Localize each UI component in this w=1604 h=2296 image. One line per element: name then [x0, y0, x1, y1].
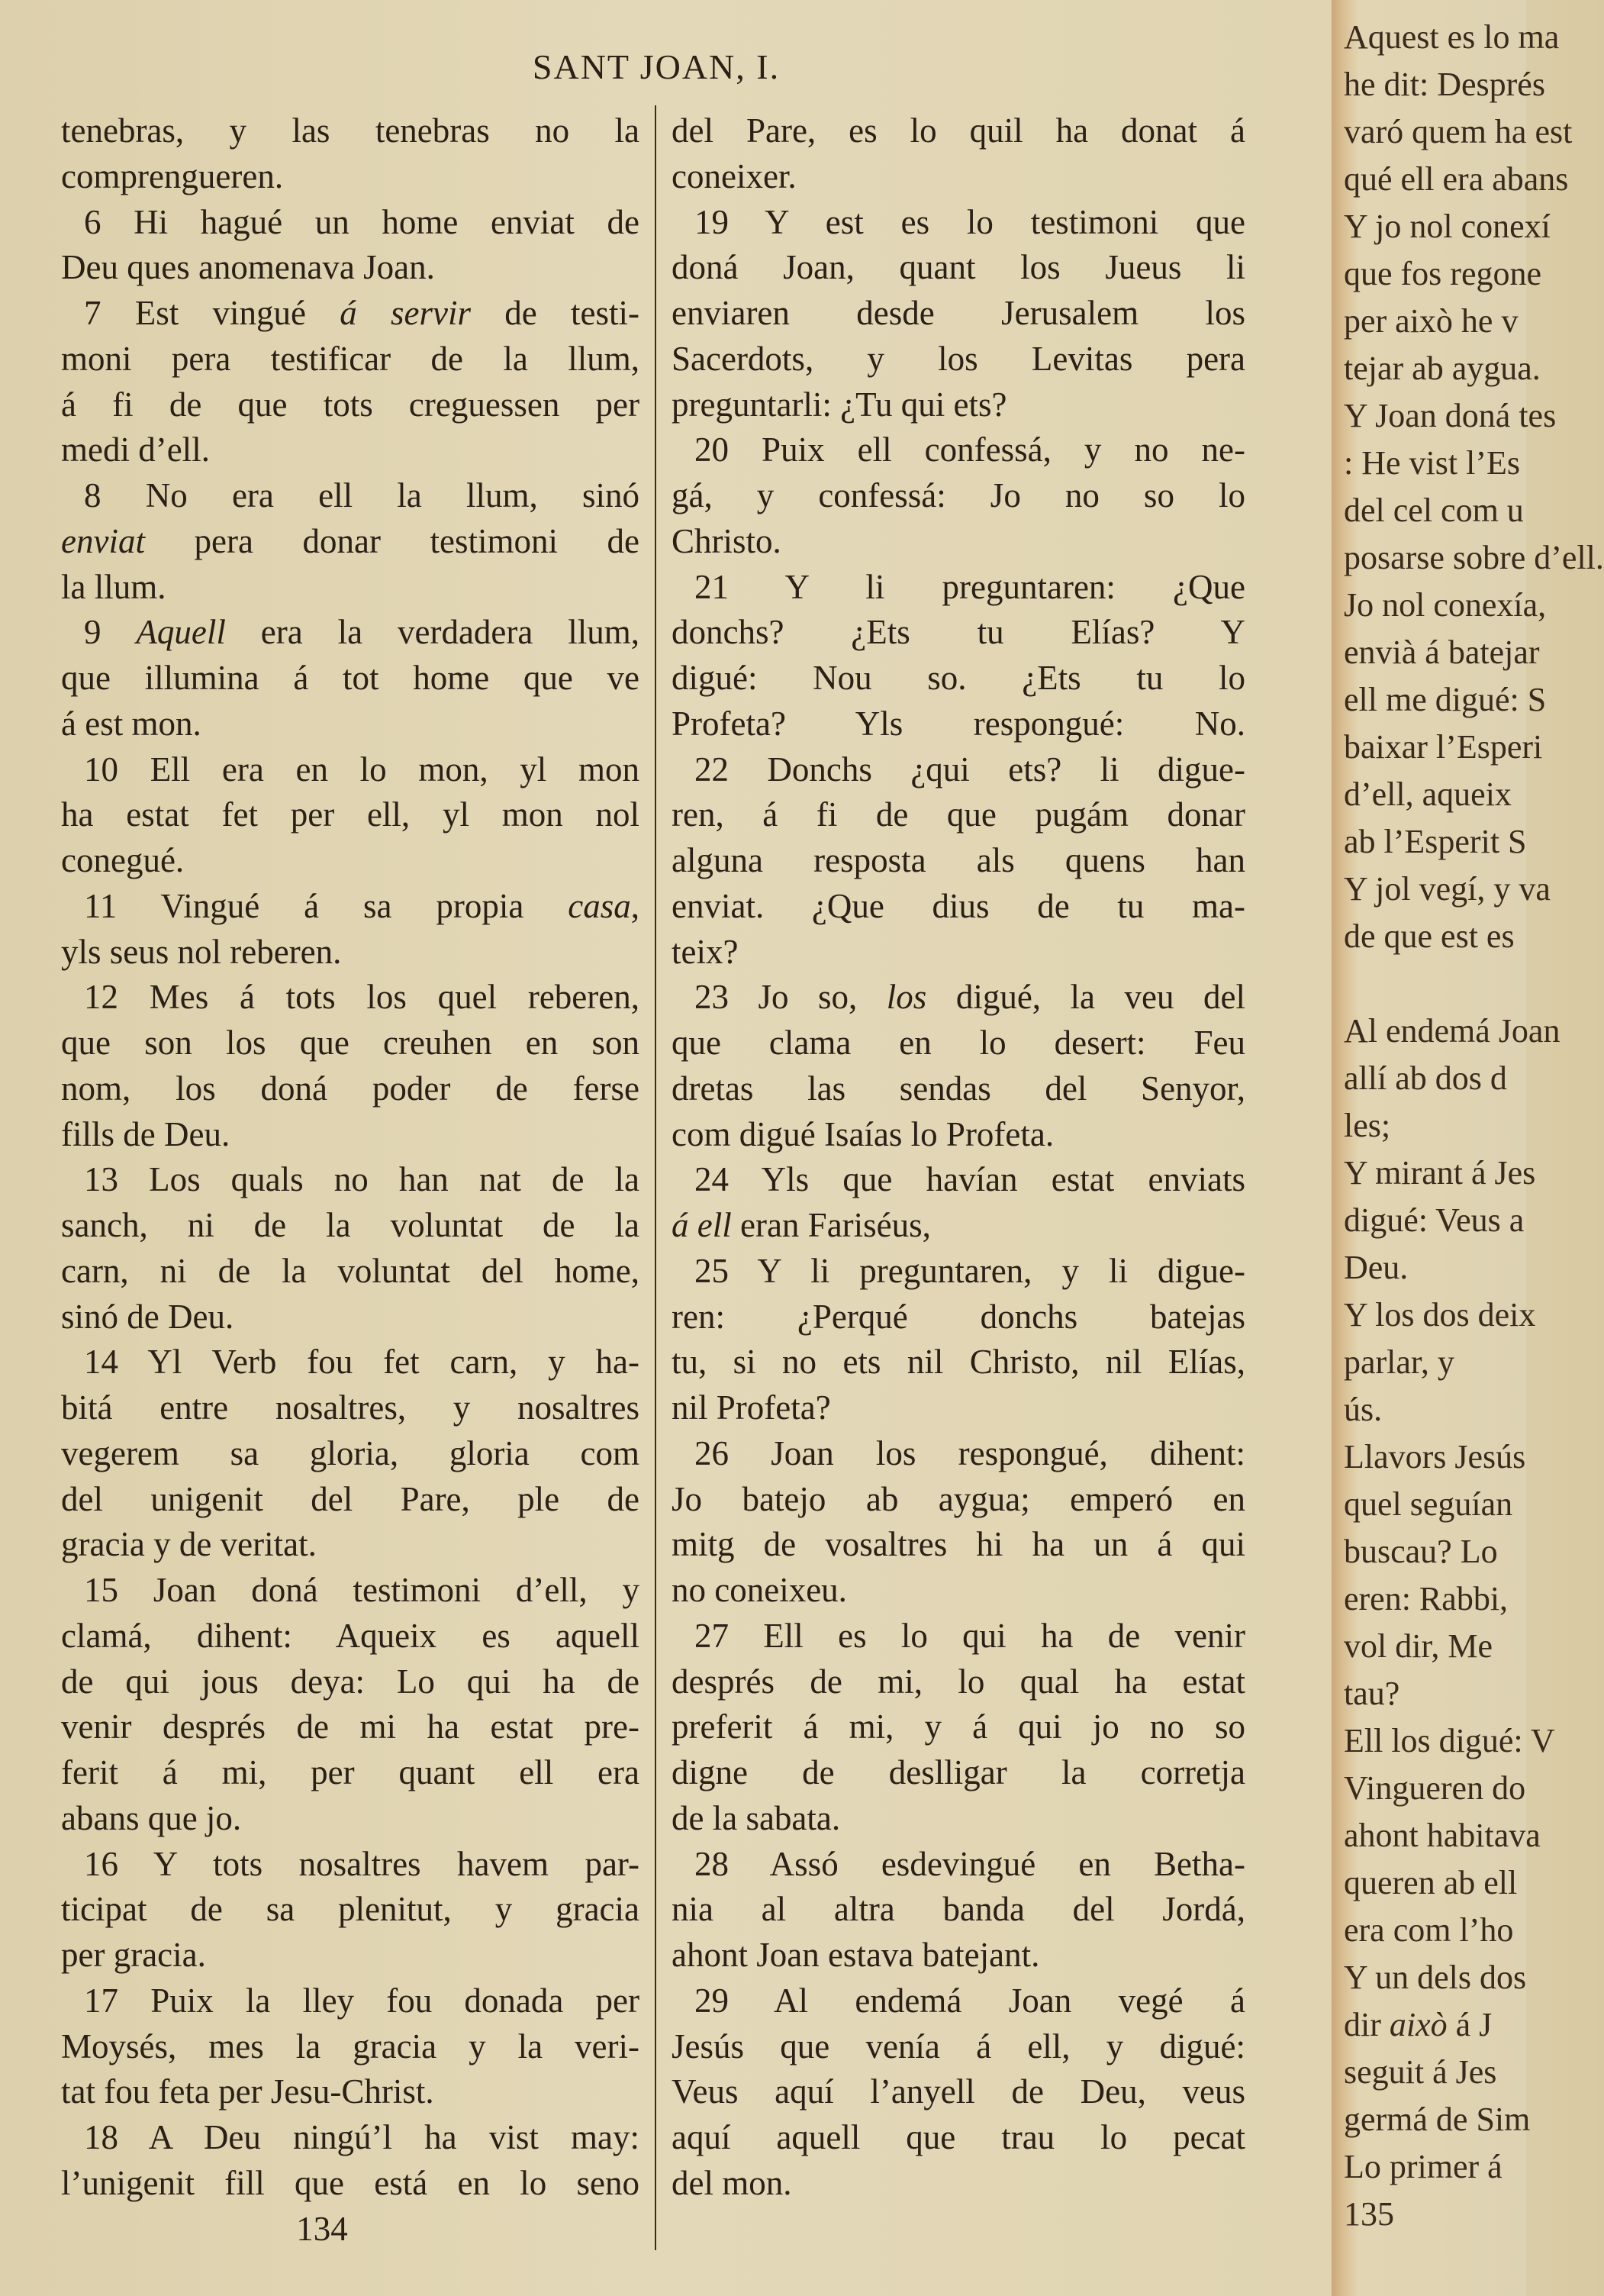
facing-text-line [1344, 1292, 1604, 1339]
facing-text-line [1344, 14, 1604, 61]
text-line [61, 337, 639, 382]
text-line [672, 2161, 1245, 2207]
text-line [61, 1021, 639, 1066]
text-line [672, 337, 1245, 382]
facing-text-line [1344, 913, 1604, 960]
text-segment: conegué. [61, 841, 185, 879]
text-segment: posarse sobre d’ell. [1344, 539, 1604, 576]
verse-start-line [672, 200, 1245, 246]
text-segment: Aquest es lo ma [1344, 18, 1560, 56]
text-segment: parlar, y [1344, 1343, 1454, 1381]
text-segment: queren ab ell [1344, 1864, 1518, 1901]
text-segment: 26 Joan los respongué, dihent: [694, 1433, 1245, 1472]
text-segment: del Pare, es lo quil ha donat á [672, 111, 1245, 150]
facing-text-line [1344, 1481, 1604, 1528]
text-line [672, 245, 1245, 291]
facing-text-line [1344, 2096, 1604, 2143]
text-segment: 7 Est vingué [84, 294, 340, 332]
text-line [672, 656, 1245, 701]
facing-text-line [1344, 1433, 1604, 1481]
text-line [61, 1249, 639, 1295]
text-segment: aquí aquell que trau lo pecat [672, 2118, 1245, 2156]
text-segment: 24 Yls que havían estat enviats [694, 1160, 1245, 1199]
italic-text: á servir [340, 294, 472, 332]
text-segment: Lo primer á [1344, 2148, 1503, 2185]
text-line [61, 1750, 639, 1796]
text-line [61, 427, 639, 473]
verse-start-line [61, 1157, 639, 1203]
text-segment: Veus aquí l’anyell de Deu, veus [672, 2072, 1245, 2111]
running-head: SANT JOAN, I. [532, 47, 781, 86]
text-line [61, 792, 639, 838]
text-segment: pera donar testimoni de [144, 521, 639, 560]
text-segment: clamá, dihent: Aqueix es aquell [61, 1616, 639, 1655]
text-segment: 19 Y est es lo testimoni que [694, 202, 1245, 241]
text-line [672, 519, 1245, 565]
text-segment: 6 Hi hagué un home enviat de [84, 202, 639, 241]
text-segment: ell me digué: S [1344, 681, 1547, 718]
facing-text-line [1344, 2191, 1604, 2238]
text-segment: ferit á mi, per quant ell era [61, 1753, 639, 1791]
text-line [61, 1659, 639, 1705]
text-line [672, 838, 1245, 884]
text-segment: que son los que creuhen en son [61, 1024, 639, 1062]
text-line [672, 1887, 1245, 1933]
text-line [672, 1477, 1245, 1523]
text-line [61, 245, 639, 291]
text-segment: Vingueren do [1344, 1769, 1526, 1807]
text-segment: de la sabata. [672, 1798, 841, 1837]
text-segment: les; [1344, 1107, 1391, 1144]
text-line [61, 930, 639, 975]
text-segment: fills de Deu. [61, 1114, 230, 1153]
facing-text-line [1344, 156, 1604, 203]
text-segment: varó quem ha est [1344, 113, 1573, 150]
text-line [61, 1066, 639, 1112]
text-segment: ab l’Esperit S [1344, 823, 1527, 860]
text-segment: 16 Y tots nosaltres havem par- [84, 1844, 639, 1883]
facing-text-line [1344, 61, 1604, 108]
text-segment: venir després de mi ha estat pre- [61, 1707, 639, 1746]
text-segment: Deu. [1344, 1249, 1409, 1286]
facing-text-line [1344, 440, 1604, 487]
verse-start-line [672, 427, 1245, 473]
text-segment: del cel com u [1344, 492, 1524, 529]
text-line [61, 1295, 639, 1340]
text-segment: tejar ab aygua. [1344, 350, 1541, 387]
facing-page-text [1344, 14, 1604, 2238]
text-segment: del mon. [672, 2163, 792, 2202]
facing-text-line [1344, 582, 1604, 629]
text-segment: buscau? Lo [1344, 1533, 1498, 1570]
text-segment: , [630, 886, 639, 925]
text-segment: d’ell, aqueix [1344, 776, 1512, 813]
text-segment: Y jo nol conexí [1344, 208, 1551, 245]
text-segment: per gracia. [61, 1936, 206, 1974]
text-segment: després de mi, lo qual ha estat [672, 1662, 1245, 1701]
text-line [672, 291, 1245, 337]
facing-text-line [1344, 1102, 1604, 1150]
facing-text-line [1344, 771, 1604, 818]
verse-start-line [61, 473, 639, 519]
text-line [61, 1796, 639, 1842]
facing-text-line [1344, 203, 1604, 250]
text-line [61, 1477, 639, 1523]
verse-start-line [61, 1842, 639, 1888]
text-segment: 29 Al endemá Joan vegé á [694, 1981, 1245, 2020]
text-segment: tenebras, y las tenebras no la [61, 111, 639, 150]
text-segment: per això he v [1344, 302, 1519, 340]
text-segment: á J [1447, 2006, 1493, 2043]
text-segment: de qui jous deya: Lo qui ha de [61, 1662, 639, 1701]
facing-text-line [1344, 676, 1604, 724]
verse-start-line [61, 2115, 639, 2161]
text-segment: baixar l’Esperi [1344, 728, 1543, 766]
verse-start-line [672, 1249, 1245, 1295]
text-line [672, 1659, 1245, 1705]
text-segment: seguit á Jes [1344, 2053, 1497, 2091]
facing-text-line [1344, 2049, 1604, 2096]
text-segment: Jo nol conexía, [1344, 586, 1547, 624]
text-segment: 28 Assó esdevingué en Betha- [694, 1844, 1245, 1883]
text-segment: yls seus nol reberen. [61, 932, 342, 971]
text-segment: preguntarli: ¿Tu qui ets? [672, 385, 1007, 424]
text-segment: medi d’ell. [61, 430, 210, 469]
facing-text-line [1344, 1812, 1604, 1859]
text-segment: vegerem sa gloria, gloria com [61, 1433, 639, 1472]
facing-text-line [1344, 1859, 1604, 1907]
text-line [61, 656, 639, 701]
text-segment: Sacerdots, y los Levitas pera [672, 339, 1245, 378]
text-segment: vol dir, Me [1344, 1627, 1493, 1665]
text-line [61, 382, 639, 428]
text-segment: Jo batejo ab aygua; emperó en [672, 1479, 1245, 1518]
text-line [61, 108, 639, 154]
text-segment: dretas las sendas del Senyor, [672, 1069, 1245, 1108]
text-segment: de que est es [1344, 917, 1515, 955]
facing-text-line [1344, 298, 1604, 345]
verse-start-line [672, 565, 1245, 611]
text-segment: era com l’ho [1344, 1911, 1514, 1949]
italic-text: á ell [672, 1206, 732, 1244]
text-segment: donchs? ¿Ets tu Elías? Y [672, 613, 1245, 652]
text-segment: era la verdadera llum, [225, 613, 640, 652]
text-segment: Jesús que venía á ell, y digué: [672, 2027, 1245, 2065]
text-segment: Profeta? Yls respongué: No. [672, 704, 1245, 743]
text-segment: 12 Mes á tots los quel reberen, [84, 978, 639, 1017]
facing-page-edge [1332, 0, 1604, 2296]
facing-text-line [1344, 1907, 1604, 1954]
facing-text-line [1344, 1623, 1604, 1670]
text-segment: envià á batejar [1344, 634, 1540, 671]
text-segment: de testi- [471, 294, 639, 332]
text-line [672, 1203, 1245, 1249]
text-segment: digne de deslligar la corretja [672, 1753, 1245, 1791]
facing-text-line [1344, 1575, 1604, 1623]
facing-text-line [1344, 818, 1604, 866]
text-segment: Christo. [672, 521, 781, 560]
text-line [61, 565, 639, 611]
italic-text: Aquell [136, 613, 226, 652]
text-line [672, 610, 1245, 656]
facing-text-line [1344, 960, 1604, 1008]
text-line [672, 382, 1245, 428]
text-segment: Llavors Jesús [1344, 1438, 1526, 1475]
text-segment: Ell los digué: V [1344, 1722, 1555, 1759]
text-line [672, 1568, 1245, 1614]
verse-start-line [61, 610, 639, 656]
text-line [61, 838, 639, 884]
text-segment: 10 Ell era en lo mon, yl mon [84, 750, 639, 788]
text-line [672, 1796, 1245, 1842]
facing-text-line [1344, 1008, 1604, 1055]
text-segment: dir [1344, 2006, 1390, 2043]
text-line [672, 2069, 1245, 2115]
text-segment: ticipat de sa plenitut, y gracia [61, 1890, 639, 1929]
text-segment: Y los dos deix [1344, 1296, 1536, 1333]
facing-text-line [1344, 1386, 1604, 1433]
text-line [61, 1614, 639, 1659]
text-line [672, 2115, 1245, 2161]
verse-start-line [672, 747, 1245, 793]
text-segment: allí ab dos d [1344, 1059, 1507, 1097]
text-line [672, 1066, 1245, 1112]
facing-text-line [1344, 2001, 1604, 2049]
text-segment: del unigenit del Pare, ple de [61, 1479, 639, 1518]
verse-start-line [672, 975, 1245, 1021]
facing-text-line [1344, 487, 1604, 534]
text-line [61, 519, 639, 565]
facing-text-line [1344, 1528, 1604, 1575]
text-segment: ahont Joan estava batejant. [672, 1936, 1040, 1974]
italic-text: los [886, 978, 927, 1017]
text-segment: gracia y de veritat. [61, 1525, 317, 1564]
text-segment: tat fou feta per Jesu-Christ. [61, 2072, 434, 2111]
facing-text-line [1344, 1197, 1604, 1244]
text-line [61, 2161, 639, 2207]
text-segment: Y un dels dos [1344, 1959, 1527, 1996]
text-segment: 27 Ell es lo qui ha de venir [694, 1616, 1245, 1655]
text-segment: germá de Sim [1344, 2101, 1531, 2138]
text-segment: nia al altra banda del Jordá, [672, 1890, 1245, 1929]
facing-text-line [1344, 629, 1604, 676]
text-segment: 21 Y li preguntaren: ¿Que [694, 567, 1245, 606]
facing-text-line [1344, 1150, 1604, 1197]
text-segment: 18 A Deu ningú’l ha vist may: [84, 2118, 639, 2156]
text-segment: 9 [84, 613, 137, 652]
left-text-column [61, 108, 639, 2207]
facing-text-line [1344, 724, 1604, 771]
text-line [61, 701, 639, 747]
italic-text: això [1389, 2006, 1448, 2043]
facing-text-line [1344, 1670, 1604, 1717]
text-line [672, 884, 1245, 930]
text-segment: enviaren desde Jerusalem los [672, 294, 1245, 332]
text-line [672, 1385, 1245, 1431]
text-segment: tau? [1344, 1675, 1400, 1712]
text-segment: á fi de que tots creguessen per [61, 385, 639, 424]
text-segment: 20 Puix ell confessá, y no ne- [694, 430, 1245, 469]
text-segment: he dit: Després [1344, 66, 1545, 103]
text-segment: 14 Yl Verb fou fet carn, y ha- [84, 1343, 639, 1382]
text-segment: 15 Joan doná testimoni d’ell, y [84, 1571, 639, 1609]
text-segment: l’unigenit fill que está en lo seno [61, 2163, 639, 2202]
facing-text-line [1344, 866, 1604, 913]
text-segment: eren: Rabbi, [1344, 1580, 1509, 1617]
column-divider [655, 105, 656, 2250]
italic-text: casa [568, 886, 631, 925]
text-segment: Y Joan doná tes [1344, 397, 1557, 434]
text-line [672, 1704, 1245, 1750]
facing-text-line [1344, 1765, 1604, 1812]
text-line [61, 1203, 639, 1249]
text-segment: ren, á fi de que pugám donar [672, 795, 1245, 834]
text-segment: nil Profeta? [672, 1388, 831, 1427]
facing-text-line [1344, 2143, 1604, 2191]
facing-text-line [1344, 1717, 1604, 1765]
text-segment: preferit á mi, y á qui jo no so [672, 1707, 1245, 1746]
text-line [672, 1522, 1245, 1568]
text-segment: eran Fariséus, [731, 1206, 931, 1244]
facing-text-line [1344, 1339, 1604, 1386]
text-line [672, 1021, 1245, 1066]
verse-start-line [61, 1978, 639, 2024]
text-segment: coneixer. [672, 156, 797, 195]
facing-text-line [1344, 1244, 1604, 1292]
verse-start-line [672, 1157, 1245, 1203]
text-segment: quel seguían [1344, 1485, 1513, 1523]
text-line [672, 1112, 1245, 1158]
text-segment: digué, la veu del [926, 978, 1245, 1017]
text-line [672, 473, 1245, 519]
text-segment: com digué Isaías lo Profeta. [672, 1114, 1055, 1153]
text-segment: Moysés, mes la gracia y la veri- [61, 2027, 639, 2065]
page-number: 134 [296, 2210, 348, 2248]
verse-start-line [61, 975, 639, 1021]
text-line [61, 2069, 639, 2115]
text-segment: no coneixeu. [672, 1571, 847, 1609]
text-segment: mitg de vosaltres hi ha un á qui [672, 1525, 1245, 1564]
verse-start-line [61, 747, 639, 793]
text-line [672, 792, 1245, 838]
text-segment: 135 [1344, 2195, 1394, 2233]
text-segment: la llum. [61, 567, 166, 606]
text-segment: gá, y confessá: Jo no so lo [672, 476, 1245, 514]
text-segment: : He vist l’Es [1344, 444, 1520, 482]
text-line [61, 1933, 639, 1978]
text-segment: comprengueren. [61, 156, 284, 195]
text-segment: 17 Puix la lley fou donada per [84, 1981, 639, 2020]
text-segment: Y jol vegí, y va [1344, 870, 1551, 908]
text-segment: ahont habitava [1344, 1817, 1541, 1854]
text-segment: 22 Donchs ¿qui ets? li digue- [694, 750, 1245, 788]
text-segment: Deu ques anomenava Joan. [61, 248, 435, 287]
italic-text: enviat [61, 521, 145, 560]
verse-start-line [672, 1614, 1245, 1659]
text-segment: bitá entre nosaltres, y nosaltres [61, 1388, 639, 1427]
text-segment: carn, ni de la voluntat del home, [61, 1251, 639, 1290]
text-segment: Y mirant á Jes [1344, 1154, 1536, 1192]
verse-start-line [61, 291, 639, 337]
verse-start-line [672, 1431, 1245, 1477]
text-line [61, 2024, 639, 2070]
text-line [61, 1887, 639, 1933]
text-line [61, 1385, 639, 1431]
text-segment: que fos regone [1344, 255, 1542, 292]
text-line [672, 2024, 1245, 2070]
text-line [61, 1431, 639, 1477]
text-segment: á est mon. [61, 704, 201, 743]
facing-text-line [1344, 345, 1604, 392]
text-segment: 8 No era ell la llum, sinó [84, 476, 639, 514]
facing-text-line [1344, 1954, 1604, 2001]
text-segment: digué: Veus a [1344, 1201, 1525, 1239]
verse-start-line [61, 1340, 639, 1385]
text-line [672, 1295, 1245, 1340]
verse-start-line [61, 1568, 639, 1614]
text-segment: 11 Vingué á sa propia [84, 886, 568, 925]
text-segment: sanch, ni de la voluntat de la [61, 1206, 639, 1244]
text-segment: alguna resposta als quens han [672, 841, 1245, 879]
text-line [61, 1112, 639, 1158]
text-line [61, 154, 639, 200]
text-segment: Al endemá Joan [1344, 1012, 1561, 1050]
text-segment: ren: ¿Perqué donchs batejas [672, 1297, 1245, 1336]
facing-text-line [1344, 1055, 1604, 1102]
verse-start-line [672, 1842, 1245, 1888]
text-segment: enviat. ¿Que dius de tu ma- [672, 886, 1245, 925]
facing-text-line [1344, 534, 1604, 582]
facing-text-line [1344, 392, 1604, 440]
text-line [672, 1750, 1245, 1796]
text-line [672, 154, 1245, 200]
right-text-column [672, 108, 1245, 2207]
verse-start-line [61, 884, 639, 930]
text-segment: 13 Los quals no han nat de la [84, 1160, 639, 1199]
text-line [672, 1933, 1245, 1978]
text-segment: sinó de Deu. [61, 1297, 234, 1336]
text-segment: que clama en lo desert: Feu [672, 1024, 1245, 1062]
text-line [672, 701, 1245, 747]
text-line [61, 1522, 639, 1568]
text-line [672, 1340, 1245, 1385]
text-segment: que illumina á tot home que ve [61, 659, 639, 697]
text-line [61, 1704, 639, 1750]
text-segment: 23 Jo so, [694, 978, 887, 1017]
text-segment: nom, los doná poder de ferse [61, 1069, 639, 1108]
verse-start-line [672, 1978, 1245, 2024]
text-segment: ha estat fet per ell, yl mon nol [61, 795, 639, 834]
text-line [672, 930, 1245, 975]
verse-start-line [61, 200, 639, 246]
text-segment: qué ell era abans [1344, 160, 1569, 198]
text-segment: abans que jo. [61, 1798, 242, 1837]
text-line [672, 108, 1245, 154]
text-segment: doná Joan, quant los Jueus li [672, 248, 1245, 287]
facing-text-line [1344, 108, 1604, 156]
text-segment: ús. [1344, 1391, 1383, 1428]
text-segment: tu, si no ets nil Christo, nil Elías, [672, 1343, 1245, 1382]
facing-text-line [1344, 250, 1604, 298]
text-segment: digué: Nou so. ¿Ets tu lo [672, 659, 1245, 697]
text-segment: 25 Y li preguntaren, y li digue- [694, 1251, 1245, 1290]
text-segment: teix? [672, 932, 739, 971]
text-segment: moni pera testificar de la llum, [61, 339, 639, 378]
